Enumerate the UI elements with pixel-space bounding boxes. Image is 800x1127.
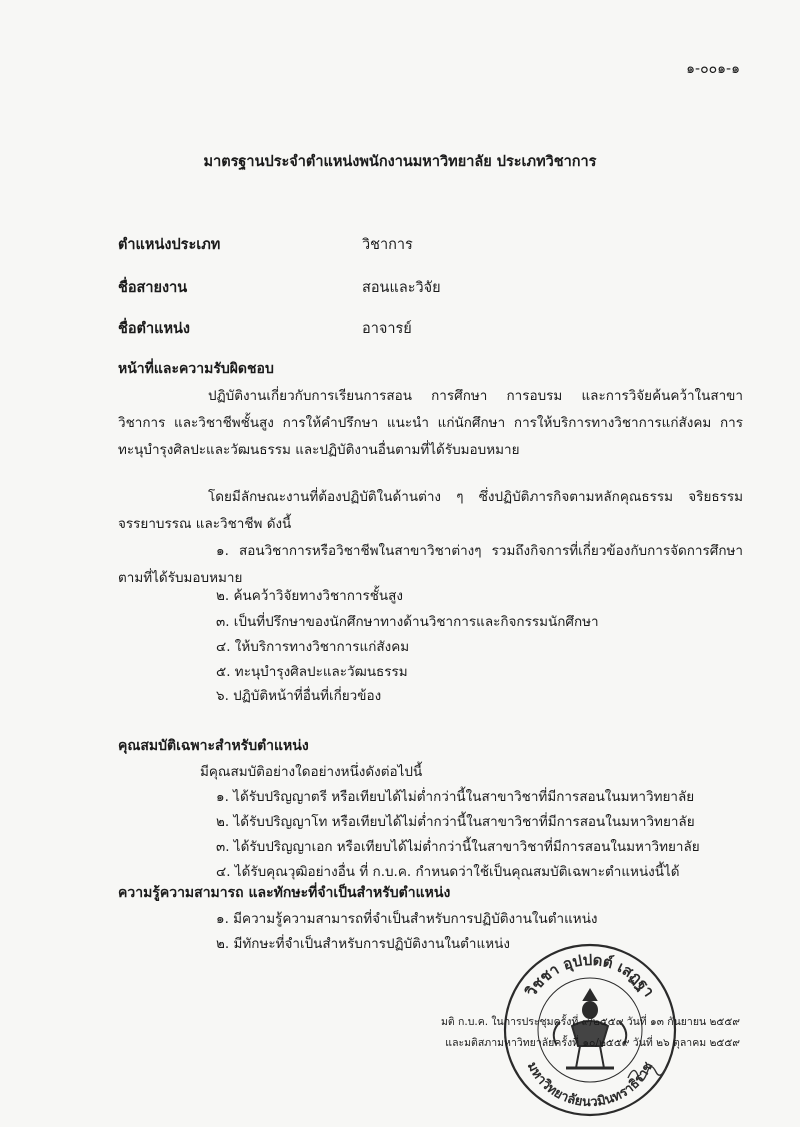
duties-item-2: ๒. ค้นคว้าวิจัยทางวิชาการชั้นสูง <box>216 588 403 604</box>
qualifications-intro: มีคุณสมบัติอย่างใดอย่างหนึ่งดังต่อไปนี้ <box>200 764 423 780</box>
field-label-line: ชื่อสายงาน <box>118 280 188 296</box>
skill-item-2: ๒. มีทักษะที่จำเป็นสำหรับการปฏิบัติงานในตำแหน่ง <box>216 936 510 952</box>
qualification-item-2: ๒. ได้รับปริญญาโท หรือเทียบได้ไม่ต่ำกว่านี้ในสาขาวิชาที่มีการสอนในมหาวิทยาลัย <box>216 814 695 830</box>
field-value-line: สอนและวิจัย <box>362 280 441 296</box>
field-label-category: ตำแหน่งประเภท <box>118 237 221 253</box>
skills-heading: ความรู้ความสามารถ และทักษะที่จำเป็นสำหรับตำแหน่ง <box>118 885 451 901</box>
duties-item-3: ๓. เป็นที่ปรึกษาของนักศึกษาทางด้านวิชาการและกิจกรรมนักศึกษา <box>216 614 599 630</box>
duties-heading: หน้าที่และความรับผิดชอบ <box>118 361 274 377</box>
duties-item-6: ๖. ปฏิบัติหน้าที่อื่นที่เกี่ยวข้อง <box>216 688 382 704</box>
duties-item-1: ๑. สอนวิชาการหรือวิชาชีพในสาขาวิชาต่างๆ รวมถึงกิจการที่เกี่ยวข้องกับการจัดการศึกษาตามที่ได้รับมอบหมาย <box>118 543 743 586</box>
stamp-name: วิชชา อุปปดต์ เสฏฐา <box>521 950 659 1000</box>
duties-item-5: ๕. ทะนุบำรุงศิลปะและวัฒนธรรม <box>216 664 408 680</box>
duties-paragraph-1: ปฏิบัติงานเกี่ยวกับการเรียนการสอน การศึกษา การอบรม และการวิจัยค้นคว้าในสาขาวิชาการ และวิชาชีพชั้นสูง การให้คำปรึกษา แนะนำ แก่นักศึกษา การให้บริการทางวิชาการแก่สังคม การทะนุบำรุงศิลปะและวัฒนธรรม และปฏิบัติงานอื่นตามที่ได้รับมอบหมาย <box>118 388 743 458</box>
stamp-org: มหาวิทยาลัยนวมินทราธิราช <box>523 1059 657 1111</box>
field-value-position: อาจารย์ <box>362 321 412 337</box>
duties-paragraph-2: โดยมีลักษณะงานที่ต้องปฏิบัติในด้านต่าง ๆ ซึ่งปฏิบัติภารกิจตามหลักคุณธรรม จริยธรรม จรรยาบรรณ และวิชาชีพ ดังนี้ <box>118 489 743 532</box>
qualification-item-1: ๑. ได้รับปริญญาตรี หรือเทียบได้ไม่ต่ำกว่านี้ในสาขาวิชาที่มีการสอนในมหาวิทยาลัย <box>216 789 695 805</box>
skill-item-1: ๑. มีความรู้ความสามารถที่จำเป็นสำหรับการปฏิบัติงานในตำแหน่ง <box>216 911 598 927</box>
qualification-item-3: ๓. ได้รับปริญญาเอก หรือเทียบได้ไม่ต่ำกว่านี้ในสาขาวิชาที่มีการสอนในมหาวิทยาลัย <box>216 839 700 855</box>
qualification-item-4: ๔. ได้รับคุณวุฒิอย่างอื่น ที่ ก.บ.ค. กำหนดว่าใช้เป็นคุณสมบัติเฉพาะตำแหน่งนี้ได้ <box>216 864 680 880</box>
footnote-line-1: มติ ก.บ.ค. ในการประชุมครั้งที่ ๙/๒๕๕๙ วันที่ ๑๓ กันยายน ๒๕๕๙ <box>440 1016 740 1028</box>
field-label-position: ชื่อตำแหน่ง <box>118 321 191 337</box>
footnote-line-2: และมติสภามหาวิทยาลัยครั้งที่ ๑๐/๒๕๕๙ วันที่ ๒๖ ตุลาคม ๒๕๕๙ <box>445 1037 740 1049</box>
qualifications-heading: คุณสมบัติเฉพาะสำหรับตำแหน่ง <box>118 738 309 754</box>
field-value-category: วิชาการ <box>362 237 413 253</box>
document-number: ๑-๐๐๑-๑ <box>686 61 740 77</box>
document-title: มาตรฐานประจำตำแหน่งพนักงานมหาวิทยาลัย ประเภทวิชาการ <box>203 154 597 170</box>
duties-item-4: ๔. ให้บริการทางวิชาการแก่สังคม <box>216 639 410 655</box>
